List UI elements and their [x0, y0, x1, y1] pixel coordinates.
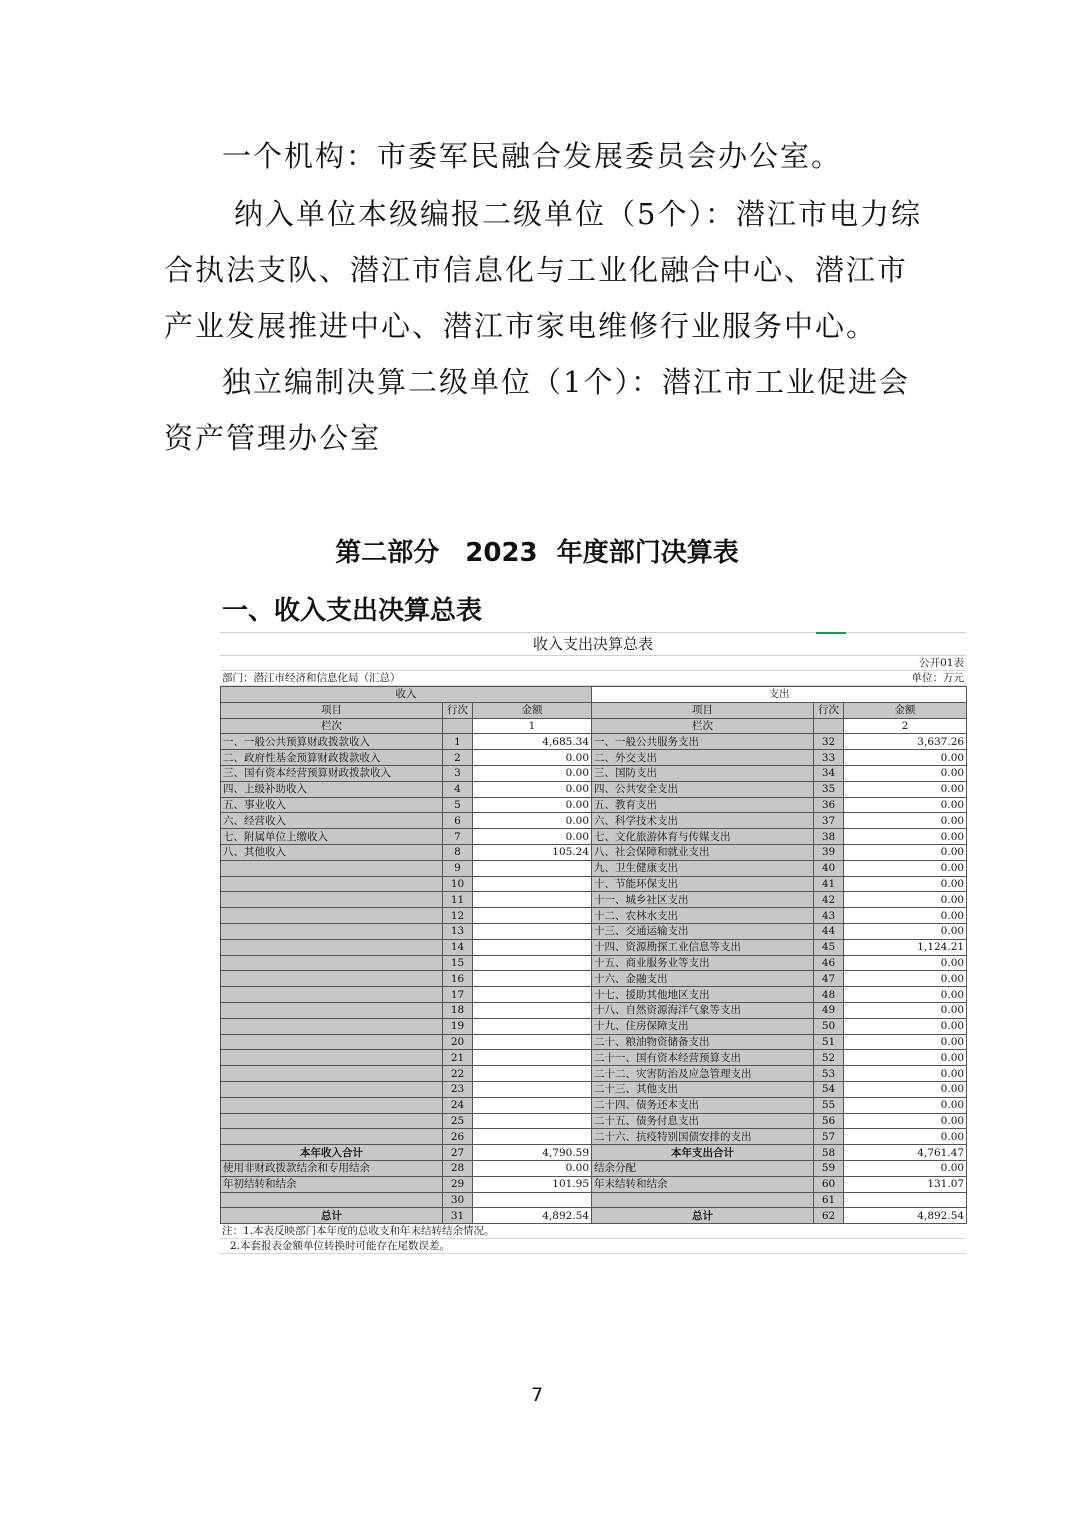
- income-item-cell: [221, 1034, 443, 1050]
- income-item-cell: [221, 1066, 443, 1082]
- income-amount-cell: 0.00: [473, 813, 592, 829]
- income-item-cell: 使用非财政拨款结余和专用结余: [221, 1160, 443, 1176]
- expense-line-cell: 56: [814, 1113, 844, 1129]
- expense-amount-cell: 0.00: [844, 1097, 967, 1113]
- expense-amount-cell: 0.00: [844, 923, 967, 939]
- income-amount-cell: 0.00: [473, 765, 592, 781]
- expense-header: 支出: [592, 687, 967, 703]
- income-item-cell: [221, 1097, 443, 1113]
- income-line-cell: 12: [443, 908, 473, 924]
- income-item-cell: 五、事业收入: [221, 797, 443, 813]
- income-line-cell: 15: [443, 955, 473, 971]
- expense-line-cell: 33: [814, 750, 844, 766]
- income-item-cell: [221, 987, 443, 1003]
- table-row: [221, 1113, 967, 1129]
- income-item-cell: 二、政府性基金预算财政拨款收入: [221, 750, 443, 766]
- income-amount-cell: [473, 1034, 592, 1050]
- expense-item-cell: 年末结转和结余: [592, 1176, 814, 1192]
- expense-item-cell: 十八、自然资源海洋气象等支出: [592, 1002, 814, 1018]
- part-title: 第二部分 2023 年度部门决算表: [335, 538, 739, 568]
- expense-amount-cell: 0.00: [844, 1050, 967, 1066]
- expense-item-cell: 本年支出合计: [592, 1145, 814, 1161]
- income-line-cell: 16: [443, 971, 473, 987]
- expense-item-cell: 二十二、灾害防治及应急管理支出: [592, 1066, 814, 1082]
- expense-line-cell: 60: [814, 1176, 844, 1192]
- income-line-cell: 5: [443, 797, 473, 813]
- expense-line-cell: 45: [814, 939, 844, 955]
- expense-item-cell: 十六、金融支出: [592, 971, 814, 987]
- budget-table: [220, 686, 967, 1224]
- department-row: [220, 671, 966, 686]
- income-line-cell: 10: [443, 876, 473, 892]
- expense-item-cell: 十三、交通运输支出: [592, 923, 814, 939]
- expense-amount-cell: 0.00: [844, 797, 967, 813]
- expense-item-cell: 十七、援助其他地区支出: [592, 987, 814, 1003]
- income-line-cell: 3: [443, 765, 473, 781]
- income-item-cell: 一、一般公共预算财政拨款收入: [221, 734, 443, 750]
- expense-item-cell: 十九、住房保障支出: [592, 1018, 814, 1034]
- income-amount-cell: [473, 1050, 592, 1066]
- table-row: [221, 876, 967, 892]
- expense-amount-cell: 0.00: [844, 765, 967, 781]
- income-item-cell: 年初结转和结余: [221, 1176, 443, 1192]
- income-amount-cell: [473, 1066, 592, 1082]
- income-item-cell: 本年收入合计: [221, 1145, 443, 1161]
- expense-amount-cell: 0.00: [844, 1081, 967, 1097]
- income-amount-cell: 4,790.59: [473, 1145, 592, 1161]
- income-amount-cell: [473, 1192, 592, 1208]
- income-item-cell: [221, 1129, 443, 1145]
- paragraph-secondary-units: 纳入单位本级编报二级单位（5个）：潜江市电力综合执法支队、潜江市信息化与工业化融合中心、潜江市产业发展推进中心、潜江市家电维修行业服务中心。: [164, 197, 922, 343]
- expense-item-cell: 十二、农林水支出: [592, 908, 814, 924]
- income-item-cell: [221, 923, 443, 939]
- income-amount-cell: [473, 955, 592, 971]
- expense-amount-cell: 0.00: [844, 1160, 967, 1176]
- income-amount-cell: [473, 876, 592, 892]
- income-item-cell: [221, 955, 443, 971]
- expense-line-cell: 46: [814, 955, 844, 971]
- income-amount-cell: 4,685.34: [473, 734, 592, 750]
- expense-amount-cell: [844, 1192, 967, 1208]
- table-row: [221, 1050, 967, 1066]
- expense-line-cell: 32: [814, 734, 844, 750]
- table-row: [221, 829, 967, 845]
- expense-amount-cell: 0.00: [844, 876, 967, 892]
- income-amount-cell: [473, 1002, 592, 1018]
- expense-item-cell: 二十、粮油物资储备支出: [592, 1034, 814, 1050]
- table-row: [221, 908, 967, 924]
- income-amount-cell: [473, 1113, 592, 1129]
- expense-amount-cell: 0.00: [844, 908, 967, 924]
- income-item-cell: 八、其他收入: [221, 844, 443, 860]
- expense-item-cell: 十五、商业服务业等支出: [592, 955, 814, 971]
- expense-item-cell: 三、国防支出: [592, 765, 814, 781]
- expense-line-cell: 52: [814, 1050, 844, 1066]
- budget-sheet: [220, 632, 966, 1254]
- income-item-cell: 七、附属单位上缴收入: [221, 829, 443, 845]
- budget-table-body: [221, 687, 967, 1224]
- income-amount-cell: [473, 939, 592, 955]
- income-lanci: 栏次: [221, 718, 443, 734]
- income-item-cell: [221, 876, 443, 892]
- expense-col-amount: 金额: [844, 702, 967, 718]
- table-row: [221, 1034, 967, 1050]
- expense-line-cell: 51: [814, 1034, 844, 1050]
- table-row: [221, 765, 967, 781]
- table-row: [221, 1192, 967, 1208]
- income-line-cell: 2: [443, 750, 473, 766]
- income-item-cell: 四、上级补助收入: [221, 781, 443, 797]
- sheet-title: 收入支出决算总表: [220, 632, 966, 656]
- table-row: [221, 1097, 967, 1113]
- expense-amount-cell: 0.00: [844, 781, 967, 797]
- expense-amount-cell: 1,124.21: [844, 939, 967, 955]
- table-row: [221, 1081, 967, 1097]
- expense-line-cell: 35: [814, 781, 844, 797]
- expense-amount-cell: 131.07: [844, 1176, 967, 1192]
- expense-item-cell: 六、科学技术支出: [592, 813, 814, 829]
- expense-line-cell: 47: [814, 971, 844, 987]
- income-amount-cell: 101.95: [473, 1176, 592, 1192]
- table-row: [221, 797, 967, 813]
- expense-line-cell: 55: [814, 1097, 844, 1113]
- expense-item-cell: 总计: [592, 1208, 814, 1224]
- expense-item-cell: 十一、城乡社区支出: [592, 892, 814, 908]
- expense-line-cell: 40: [814, 860, 844, 876]
- expense-item-cell: 九、卫生健康支出: [592, 860, 814, 876]
- expense-line-cell: 48: [814, 987, 844, 1003]
- expense-item-cell: 八、社会保障和就业支出: [592, 844, 814, 860]
- page-number: 7: [530, 1384, 544, 1406]
- expense-line-cell: 62: [814, 1208, 844, 1224]
- table-row: [221, 955, 967, 971]
- expense-item-cell: 七、文化旅游体育与传媒支出: [592, 829, 814, 845]
- expense-lanci: 栏次: [592, 718, 814, 734]
- expense-item-cell: 二十三、其他支出: [592, 1081, 814, 1097]
- table-row: [221, 1176, 967, 1192]
- table-row: [221, 923, 967, 939]
- table-row: [221, 1066, 967, 1082]
- income-item-cell: 六、经营收入: [221, 813, 443, 829]
- table-row: [221, 1160, 967, 1176]
- table-row: [221, 987, 967, 1003]
- income-item-cell: [221, 860, 443, 876]
- income-col-no: 1: [473, 718, 592, 734]
- income-amount-cell: [473, 1129, 592, 1145]
- income-col-item: 项目: [221, 702, 443, 718]
- expense-line-cell: 61: [814, 1192, 844, 1208]
- expense-item-cell: 二十一、国有资本经营预算支出: [592, 1050, 814, 1066]
- expense-line-cell: 36: [814, 797, 844, 813]
- table-row: [221, 781, 967, 797]
- expense-amount-cell: 0.00: [844, 813, 967, 829]
- expense-item-cell: 一、一般公共服务支出: [592, 734, 814, 750]
- expense-item-cell: 十四、资源勘探工业信息等支出: [592, 939, 814, 955]
- income-amount-cell: [473, 1018, 592, 1034]
- expense-line-cell: 58: [814, 1145, 844, 1161]
- income-item-cell: [221, 1081, 443, 1097]
- form-code: 公开01表: [919, 657, 964, 669]
- header-group-row: [221, 687, 967, 703]
- income-item-cell: [221, 1050, 443, 1066]
- table-row: [221, 750, 967, 766]
- income-line-cell: 17: [443, 987, 473, 1003]
- income-amount-cell: 105.24: [473, 844, 592, 860]
- income-line-cell: 23: [443, 1081, 473, 1097]
- income-line-cell: 1: [443, 734, 473, 750]
- income-amount-cell: [473, 860, 592, 876]
- expense-amount-cell: 0.00: [844, 1002, 967, 1018]
- income-amount-cell: [473, 908, 592, 924]
- income-line-cell: 6: [443, 813, 473, 829]
- expense-amount-cell: 0.00: [844, 1129, 967, 1145]
- expense-line-cell: 39: [814, 844, 844, 860]
- income-line-cell: 20: [443, 1034, 473, 1050]
- table-row: [221, 844, 967, 860]
- department-label: 部门：潜江市经济和信息化局（汇总）: [222, 672, 401, 684]
- income-amount-cell: [473, 971, 592, 987]
- income-amount-cell: [473, 892, 592, 908]
- table-row: [221, 813, 967, 829]
- paragraph-independent-unit: 独立编制决算二级单位（1个）：潜江市工业促进会资产管理办公室: [164, 365, 910, 455]
- header-col-row: [221, 702, 967, 718]
- income-item-cell: 三、国有资本经营预算财政拨款收入: [221, 765, 443, 781]
- expense-amount-cell: 0.00: [844, 844, 967, 860]
- income-item-cell: [221, 908, 443, 924]
- income-line-cell: 31: [443, 1208, 473, 1224]
- expense-line-cell: 43: [814, 908, 844, 924]
- table-row: [221, 939, 967, 955]
- expense-item-cell: 二十四、债务还本支出: [592, 1097, 814, 1113]
- table-row: [221, 734, 967, 750]
- section-title: 一、收入支出决算总表: [222, 596, 483, 626]
- expense-amount-cell: 0.00: [844, 750, 967, 766]
- table-row: [221, 1002, 967, 1018]
- expense-line-cell: 34: [814, 765, 844, 781]
- expense-amount-cell: 0.00: [844, 892, 967, 908]
- expense-item-cell: 二、外交支出: [592, 750, 814, 766]
- expense-amount-cell: 0.00: [844, 1034, 967, 1050]
- expense-item-cell: 五、教育支出: [592, 797, 814, 813]
- table-row: [221, 1129, 967, 1145]
- income-amount-cell: 4,892.54: [473, 1208, 592, 1224]
- expense-line-cell: 42: [814, 892, 844, 908]
- expense-line-cell: 49: [814, 1002, 844, 1018]
- income-amount-cell: [473, 1081, 592, 1097]
- expense-line-cell: 41: [814, 876, 844, 892]
- income-amount-cell: 0.00: [473, 829, 592, 845]
- expense-line-cell: 44: [814, 923, 844, 939]
- expense-amount-cell: 3,637.26: [844, 734, 967, 750]
- income-line-cell: 8: [443, 844, 473, 860]
- expense-amount-cell: 0.00: [844, 955, 967, 971]
- table-row: [221, 860, 967, 876]
- cell-selection-marker: [816, 632, 846, 634]
- income-amount-cell: 0.00: [473, 750, 592, 766]
- expense-amount-cell: 0.00: [844, 860, 967, 876]
- expense-line-cell: 54: [814, 1081, 844, 1097]
- expense-amount-cell: 0.00: [844, 987, 967, 1003]
- expense-amount-cell: 0.00: [844, 1018, 967, 1034]
- income-item-cell: [221, 971, 443, 987]
- expense-col-line: 行次: [814, 702, 844, 718]
- expense-item-cell: [592, 1192, 814, 1208]
- expense-line-cell: 59: [814, 1160, 844, 1176]
- expense-amount-cell: 0.00: [844, 1066, 967, 1082]
- income-amount-cell: 0.00: [473, 797, 592, 813]
- income-item-cell: [221, 1018, 443, 1034]
- income-amount-cell: 0.00: [473, 781, 592, 797]
- income-line-cell: 4: [443, 781, 473, 797]
- expense-amount-cell: 4,761.47: [844, 1145, 967, 1161]
- income-line-cell: 14: [443, 939, 473, 955]
- expense-line-cell: 38: [814, 829, 844, 845]
- table-row: [221, 1208, 967, 1224]
- expense-item-cell: 四、公共安全支出: [592, 781, 814, 797]
- income-item-cell: [221, 892, 443, 908]
- paragraph-institution: 一个机构：市委军民融合发展委员会办公室。: [222, 139, 843, 173]
- income-col-amount: 金额: [473, 702, 592, 718]
- income-line-cell: 22: [443, 1066, 473, 1082]
- income-line-cell: 7: [443, 829, 473, 845]
- table-row: [221, 1018, 967, 1034]
- income-item-cell: [221, 1113, 443, 1129]
- income-line-cell: 27: [443, 1145, 473, 1161]
- income-line-cell: 19: [443, 1018, 473, 1034]
- income-item-cell: 总计: [221, 1208, 443, 1224]
- expense-item-cell: 结余分配: [592, 1160, 814, 1176]
- expense-item-cell: 十、节能环保支出: [592, 876, 814, 892]
- income-col-line: 行次: [443, 702, 473, 718]
- income-line-cell: 26: [443, 1129, 473, 1145]
- income-line-cell: 9: [443, 860, 473, 876]
- note-1: 注：1.本表反映部门本年度的总收支和年末结转结余情况。: [220, 1224, 966, 1239]
- income-line-cell: 21: [443, 1050, 473, 1066]
- income-amount-cell: 0.00: [473, 1160, 592, 1176]
- table-row: [221, 1145, 967, 1161]
- income-line-cell: 11: [443, 892, 473, 908]
- income-header: 收入: [221, 687, 592, 703]
- expense-item-cell: 二十五、债务付息支出: [592, 1113, 814, 1129]
- lanci-row: [221, 718, 967, 734]
- note-2: 2.本套报表金额单位转换时可能存在尾数误差。: [220, 1239, 966, 1254]
- income-amount-cell: [473, 923, 592, 939]
- expense-item-cell: 二十六、抗疫特别国债安排的支出: [592, 1129, 814, 1145]
- expense-amount-cell: 4,892.54: [844, 1208, 967, 1224]
- expense-line-cell: 50: [814, 1018, 844, 1034]
- form-code-row: [220, 656, 966, 671]
- income-line-cell: 24: [443, 1097, 473, 1113]
- table-row: [221, 971, 967, 987]
- expense-line-cell: 57: [814, 1129, 844, 1145]
- table-row: [221, 892, 967, 908]
- income-amount-cell: [473, 987, 592, 1003]
- income-line-cell: 28: [443, 1160, 473, 1176]
- expense-line-cell: 53: [814, 1066, 844, 1082]
- income-line-cell: 29: [443, 1176, 473, 1192]
- income-item-cell: [221, 1002, 443, 1018]
- income-line-cell: 25: [443, 1113, 473, 1129]
- income-item-cell: [221, 1192, 443, 1208]
- income-line-cell: 18: [443, 1002, 473, 1018]
- income-line-cell: 30: [443, 1192, 473, 1208]
- income-item-cell: [221, 939, 443, 955]
- expense-line-cell: 37: [814, 813, 844, 829]
- expense-amount-cell: 0.00: [844, 829, 967, 845]
- unit-label: 单位：万元: [911, 672, 964, 684]
- expense-amount-cell: 0.00: [844, 971, 967, 987]
- income-line-cell: 13: [443, 923, 473, 939]
- expense-col-no: 2: [844, 718, 967, 734]
- expense-col-item: 项目: [592, 702, 814, 718]
- income-amount-cell: [473, 1097, 592, 1113]
- expense-amount-cell: 0.00: [844, 1113, 967, 1129]
